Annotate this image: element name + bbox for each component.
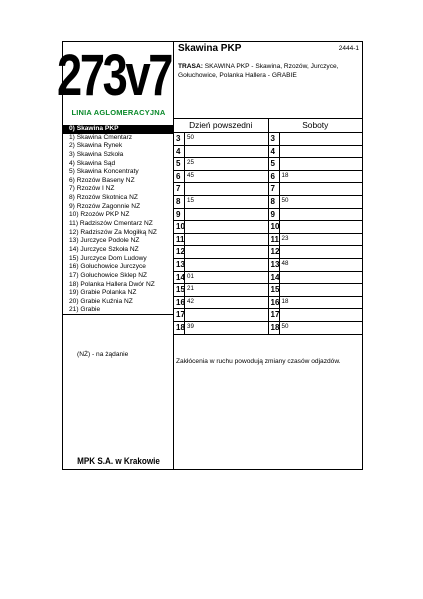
hour-label: 14 <box>270 272 280 282</box>
weekday-cell <box>174 221 269 233</box>
stop-item: 2) Skawina Rynek <box>69 142 123 150</box>
hour-label: 8 <box>174 196 185 208</box>
saturday-cell <box>269 171 363 183</box>
hour-label: 5 <box>269 158 280 170</box>
hour-label: 18 <box>176 322 185 332</box>
table-body <box>174 133 362 335</box>
weekday-cell <box>174 322 269 334</box>
table-row <box>174 259 362 272</box>
weekday-cell <box>174 171 269 183</box>
hour-label: 18 <box>270 322 280 332</box>
hour-label: 13 <box>270 259 280 269</box>
stop-item: 7) Rzozów I NŻ <box>69 185 115 193</box>
table-row <box>174 171 362 184</box>
operator-name: MPK S.A. w Krakowie <box>77 456 160 466</box>
saturday-cell <box>269 183 363 195</box>
table-row <box>174 209 362 222</box>
stop-item: 15) Jurczyce Dom Ludowy <box>69 254 147 262</box>
weekday-cell <box>174 209 269 221</box>
stop-item: 21) Grabie <box>63 306 174 315</box>
hour-label: 17 <box>176 310 185 320</box>
saturday-cell <box>269 146 363 158</box>
saturday-cell <box>269 309 363 321</box>
stop-item: 5) Skawina Koncentraty <box>69 168 139 176</box>
hour-label: 9 <box>174 209 185 221</box>
minutes-value: 50 <box>187 134 194 141</box>
table-row <box>174 221 362 234</box>
stop-item: 4) Skawina Sąd <box>69 159 116 167</box>
minutes-value: 39 <box>187 322 194 330</box>
weekday-cell <box>174 158 269 170</box>
hour-label: 15 <box>176 285 185 295</box>
minutes-value: 01 <box>187 272 194 280</box>
saturday-cell <box>269 234 363 246</box>
stop-item: 20) Grabie Kuźnia NŻ <box>69 297 133 305</box>
stop-item: 1) Skawina Cmentarz <box>69 133 133 141</box>
table-row <box>174 133 362 146</box>
weekday-cell <box>174 259 269 271</box>
minutes-value <box>280 158 282 170</box>
weekday-cell <box>174 146 269 158</box>
line-type-label: LINIA AGLOMERACYJNA <box>71 108 166 117</box>
minutes-value: 23 <box>281 234 289 242</box>
hour-label: 11 <box>270 234 279 244</box>
table-row <box>174 234 362 247</box>
stop-item: 13) Jurczyce Podole NŻ <box>69 237 140 245</box>
stop-item: 9) Rzozów Zagonnie NŻ <box>69 202 141 210</box>
minutes-value <box>280 284 282 296</box>
minutes-value: 50 <box>281 322 289 330</box>
legend-note: (NŻ) - na żądanie <box>77 351 129 358</box>
weekday-cell <box>174 272 269 284</box>
minutes-value <box>185 183 187 195</box>
table-row <box>174 284 362 297</box>
stop-item: 14) Jurczyce Szkoła NŻ <box>69 245 139 253</box>
hour-label: 10 <box>176 222 185 232</box>
header-saturday: Soboty <box>302 120 329 130</box>
minutes-value <box>185 309 187 321</box>
stop-item: 12) Radziszów Za Mogiłką NŻ <box>69 228 157 236</box>
saturday-cell <box>269 209 363 221</box>
weekday-cell <box>174 297 269 309</box>
minutes-value: 50 <box>281 196 289 204</box>
minutes-value <box>185 259 187 271</box>
saturday-cell <box>269 272 363 284</box>
minutes-value <box>185 146 187 158</box>
hour-label: 10 <box>270 222 280 232</box>
weekday-cell <box>174 183 269 195</box>
minutes-value: 45 <box>187 171 194 179</box>
hour-label: 15 <box>270 285 280 295</box>
saturday-cell <box>269 133 363 145</box>
stop-item: 17) Gołuchowice Sklep NŻ <box>69 271 148 279</box>
hour-label: 4 <box>174 146 185 158</box>
right-column <box>174 42 362 469</box>
saturday-cell <box>269 158 363 170</box>
saturday-cell <box>269 196 363 208</box>
hour-label: 6 <box>174 171 185 183</box>
hour-label: 12 <box>270 247 280 257</box>
hour-label: 8 <box>269 196 280 208</box>
minutes-value: 18 <box>281 171 289 179</box>
minutes-value <box>185 221 187 233</box>
hour-label: 3 <box>174 133 185 145</box>
minutes-value <box>280 246 282 258</box>
weekday-cell <box>174 284 269 296</box>
weekday-cell <box>174 234 269 246</box>
table-header <box>174 119 362 133</box>
hour-label: 5 <box>174 158 185 170</box>
hour-label: 9 <box>269 209 280 221</box>
hour-label: 11 <box>176 234 185 244</box>
route-description <box>178 62 358 80</box>
saturday-cell <box>269 297 363 309</box>
stop-item: 11) Radziszów Cmentarz NŻ <box>69 220 153 228</box>
minutes-value: 15 <box>187 196 194 204</box>
stop-item: 16) Gołuchowice Jurczyce <box>69 263 146 271</box>
route-text: SKAWINA PKP - Skawina, Rzozów, Jurczyce, Gołuchowice, Polanka Hallera - GRABIE <box>178 63 339 79</box>
table-row <box>174 272 362 285</box>
saturday-cell <box>269 284 363 296</box>
minutes-value <box>280 146 282 158</box>
current-stop: 0) Skawina PKP <box>63 125 174 134</box>
stop-list <box>63 125 174 315</box>
minutes-value: 42 <box>187 297 194 305</box>
minutes-value: 48 <box>281 259 289 267</box>
stop-code: 2444-1 <box>338 45 359 52</box>
minutes-value <box>280 209 282 221</box>
saturday-cell <box>269 246 363 258</box>
table-row <box>174 297 362 310</box>
minutes-value: 21 <box>187 285 194 293</box>
disruption-note: Zakłócenia w ruchu powodują zmiany czasów odjazdów. <box>176 358 341 365</box>
departure-table <box>174 118 362 335</box>
table-row <box>174 158 362 171</box>
table-row <box>174 309 362 322</box>
stop-item: 18) Polanka Hallera Dwór NŻ <box>69 280 155 288</box>
table-row <box>174 146 362 159</box>
hour-label: 7 <box>174 183 185 195</box>
minutes-value <box>280 183 282 195</box>
weekday-cell <box>174 309 269 321</box>
saturday-cell <box>269 221 363 233</box>
hour-label: 16 <box>270 297 280 307</box>
hour-label: 16 <box>176 297 185 307</box>
stop-item: 6) Rzozów Baseny NŻ <box>69 176 135 184</box>
stop-item: 3) Skawina Szkoła <box>69 150 124 158</box>
saturday-cell <box>269 322 363 334</box>
weekday-cell <box>174 246 269 258</box>
hour-label: 4 <box>269 146 280 158</box>
stop-item: 8) Rzozów Skotnica NŻ <box>69 194 138 202</box>
table-row <box>174 183 362 196</box>
saturday-cell <box>269 259 363 271</box>
timetable-sheet <box>57 41 363 470</box>
minutes-value <box>280 133 282 145</box>
stop-item: 10) Rzozów PKP NŻ <box>69 211 130 219</box>
stop-item: 19) Grabie Polanka NŻ <box>69 289 137 297</box>
minutes-value <box>185 246 187 258</box>
hour-label: 17 <box>270 310 280 320</box>
hour-label: 14 <box>176 272 185 282</box>
weekday-cell <box>174 196 269 208</box>
table-row <box>174 196 362 209</box>
header-weekday: Dzień powszedni <box>174 119 269 132</box>
minutes-value <box>280 221 282 233</box>
hour-label: 3 <box>269 133 280 145</box>
minutes-value: 18 <box>281 297 289 305</box>
hour-label: 12 <box>176 247 185 257</box>
table-row <box>174 246 362 259</box>
hour-label: 13 <box>176 259 185 269</box>
route-label: TRASA: <box>178 63 203 70</box>
minutes-value <box>185 209 187 221</box>
minutes-value <box>280 272 282 284</box>
stop-title: Skawina PKP <box>178 43 242 54</box>
minutes-value: 25 <box>187 159 194 167</box>
line-number: 273v7 <box>57 43 172 108</box>
minutes-value <box>280 309 282 321</box>
table-row <box>174 322 362 335</box>
left-column <box>57 42 174 469</box>
minutes-value <box>185 234 187 246</box>
hour-label: 7 <box>269 183 280 195</box>
hour-label: 6 <box>269 171 280 183</box>
weekday-cell <box>174 133 269 145</box>
